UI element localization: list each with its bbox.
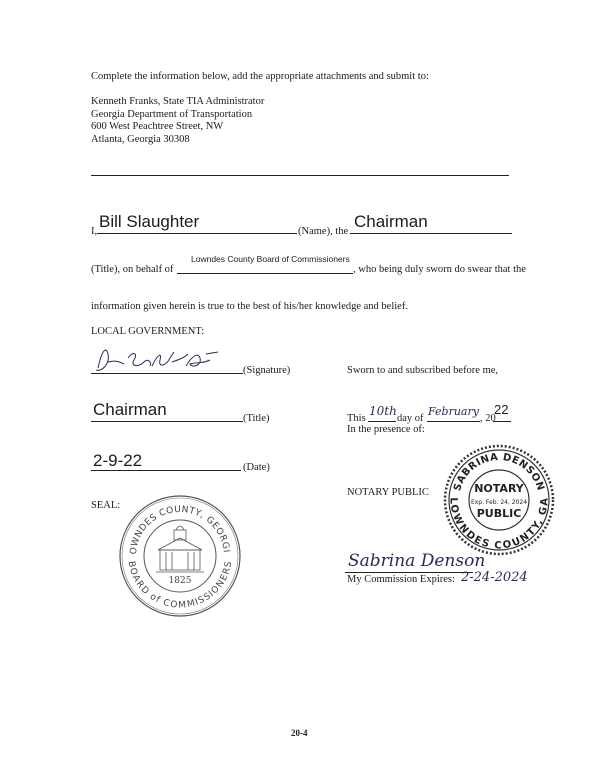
address-line: Kenneth Franks, State TIA Administrator [91, 96, 265, 107]
commission-label: My Commission Expires: [347, 574, 455, 585]
chairman-signature [88, 340, 248, 380]
county-seal [114, 487, 242, 618]
oath-line2: information given herein is true to the best of his/her knowledge and belief. [91, 301, 408, 312]
stamp-center-line1: NOTARY [474, 482, 524, 495]
entity-value: Lowndes County Board of Commissioners [191, 254, 350, 264]
month-underline [427, 421, 480, 422]
signature-label: (Signature) [243, 365, 291, 376]
divider [91, 175, 509, 176]
address-line: Georgia Department of Transportation [91, 108, 253, 120]
presence-text: In the presence of: [347, 424, 425, 435]
name-value: Bill Slaughter [99, 212, 200, 231]
date-label: (Date) [243, 462, 270, 473]
address-line: 600 West Peachtree Street, NW [91, 121, 224, 132]
name-underline [97, 233, 297, 234]
title-underline [350, 233, 512, 234]
address-line: Atlanta, Georgia 30308 [91, 133, 190, 145]
gov-title-value: Chairman [93, 400, 167, 419]
name-label: (Name), the [298, 226, 349, 237]
address-block [91, 96, 264, 146]
date-value: 2-9-22 [93, 451, 143, 470]
county-seal-bottom-text: BOARD of COMMISSIONERS [125, 560, 235, 611]
instructions-text: Complete the information below, add the appropriate attachments and submit to: [91, 71, 429, 82]
this-label: This [347, 413, 366, 424]
title-label: (Title), on behalf of [91, 264, 174, 275]
month-value: February [428, 405, 479, 418]
stamp-center-line2: PUBLIC [476, 507, 522, 520]
oath-prefix: I, [91, 226, 98, 237]
year-underline [493, 421, 511, 422]
day-label: day of [397, 413, 424, 424]
day-value: 10th [369, 404, 397, 418]
local-government-heading: LOCAL GOVERNMENT: [91, 326, 205, 337]
notary-public-label: NOTARY PUBLIC [347, 487, 429, 498]
stamp-exp-text: Exp. Feb. 24, 2024 [470, 499, 528, 506]
day-underline [368, 421, 396, 422]
notary-signature: Sabrina Denson [348, 551, 486, 571]
notary-stamp [443, 444, 555, 556]
notary-signature-underline [345, 572, 473, 573]
sworn-text: Sworn to and subscribed before me, [347, 365, 499, 376]
year-prefix: , 20 [480, 413, 496, 424]
gov-title-underline [91, 421, 243, 422]
year-value: 22 [494, 402, 509, 417]
title-value: Chairman [354, 212, 428, 231]
entity-underline [177, 273, 353, 274]
date-underline [91, 470, 241, 471]
seal-label: SEAL: [91, 500, 121, 511]
commission-value: 2-24-2024 [461, 570, 528, 585]
oath-suffix: , who being duly sworn do swear that the [353, 264, 526, 275]
stamp-top-text: SABRINA DENSON [452, 451, 546, 493]
stamp-bottom-text: LOWNDES COUNTY, GA [447, 497, 551, 552]
signature-underline [91, 373, 243, 374]
page-number: 20-4 [291, 728, 308, 738]
county-seal-top-text: LOWNDES COUNTY, GEORGIA [114, 487, 231, 555]
county-seal-year: 1825 [168, 576, 192, 586]
gov-title-label: (Title) [243, 413, 270, 424]
